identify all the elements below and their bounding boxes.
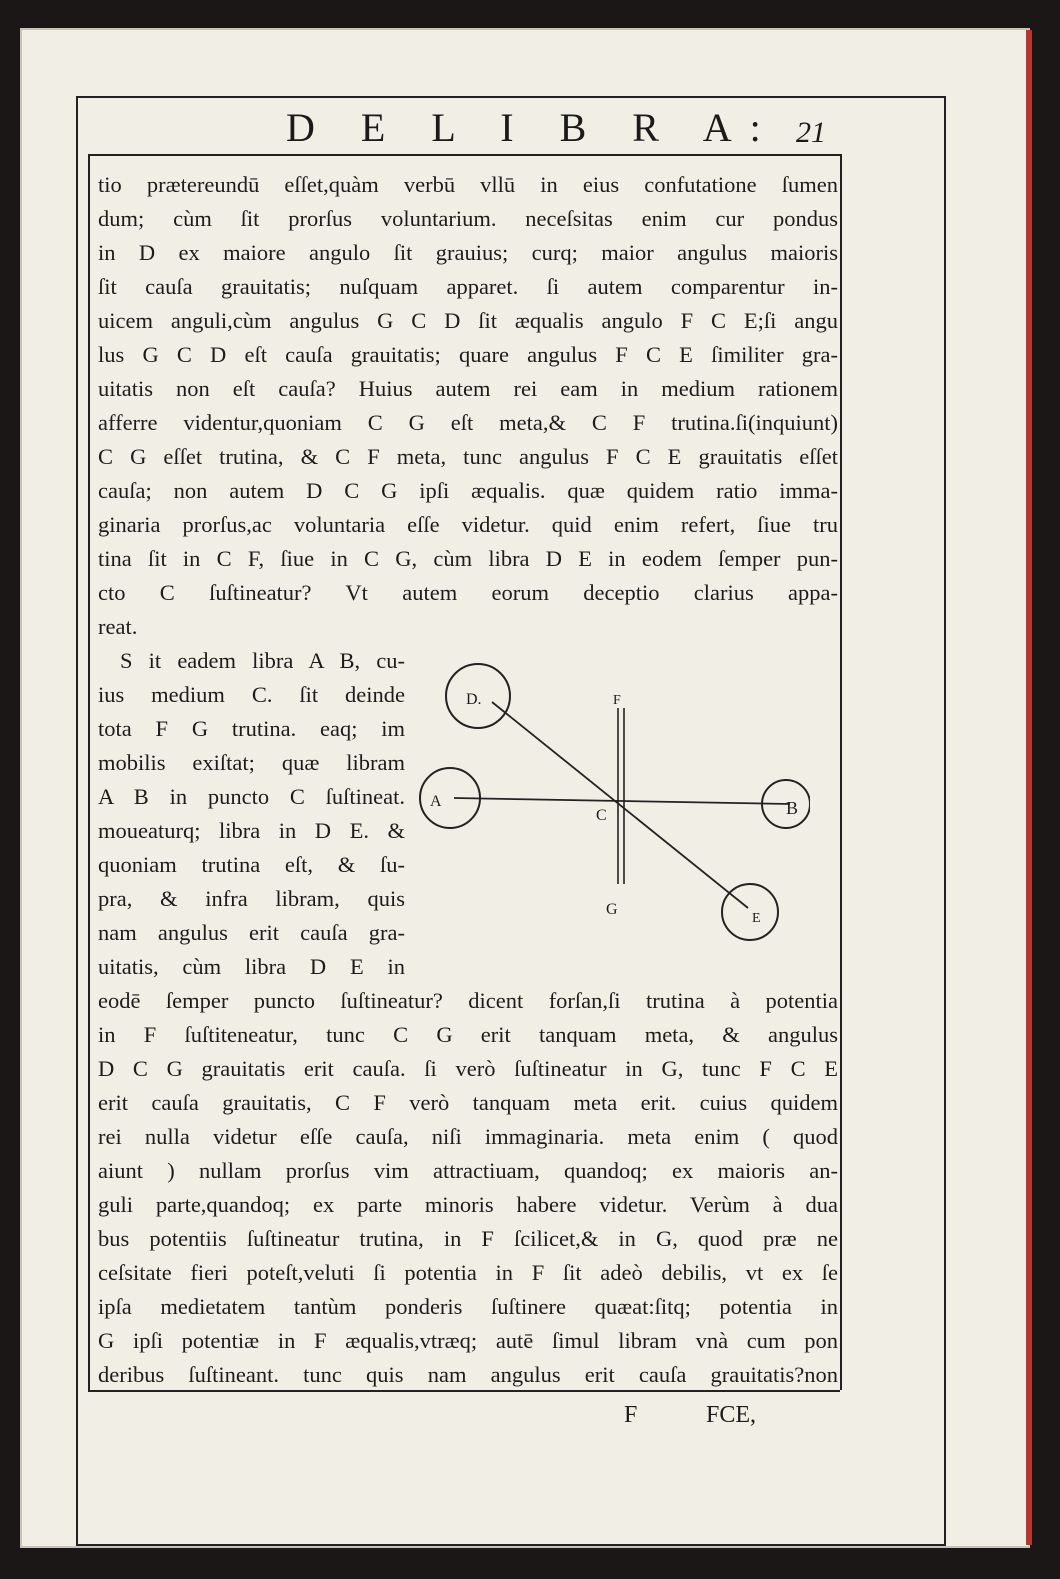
text-line: cauſa; non autem D C G ipſi æqualis. quæ quidem ratio imma- <box>98 478 838 503</box>
text-line: tota F G trutina. eaq; im <box>98 716 405 741</box>
label-g: G <box>606 901 618 918</box>
text-line: rei nulla videtur eſſe cauſa, niſi immaginaria. meta enim ( quod <box>98 1124 838 1149</box>
label-d: D. <box>466 691 482 708</box>
text-line: ſit cauſa grauitatis; nuſquam apparet. ſi autem comparentur in- <box>98 274 838 299</box>
text-line: deribus ſuſtineant. tunc quis nam angulus erit cauſa grauitatis?non <box>98 1362 838 1387</box>
text-line: S it eadem libra A B, cu- <box>120 648 405 673</box>
balance-line-ab <box>454 798 790 804</box>
text-line: tio prætereundū eſſet,quàm verbū vllū in eius confutatione ſumen <box>98 172 838 197</box>
signature-mark: F <box>624 1402 638 1428</box>
text-line: moueaturq; libra in D E. & <box>98 818 405 843</box>
text-line: ginaria prorſus,ac voluntaria eſſe videtur. quid enim refert, ſiue tru <box>98 512 838 537</box>
label-c: C <box>596 807 607 824</box>
running-title: D E L I B R A: <box>286 105 779 150</box>
label-e: E <box>752 911 761 926</box>
left-rule <box>88 154 90 1390</box>
balance-line-de <box>492 702 748 908</box>
text-line: ceſsitate fieri poteſt,veluti ſi potentia in F ſit adeò debilis, vt ex ſe <box>98 1260 838 1285</box>
text-line: tina ſit in C F, ſiue in C G, cùm libra D E in eodem ſemper pun- <box>98 546 838 571</box>
label-f: F <box>613 693 621 708</box>
text-line: A B in puncto C ſuſtineat. <box>98 784 405 809</box>
text-line: uitatis non eſt cauſa? Huius autem rei eam in medium rationem <box>98 376 838 401</box>
text-line: ius medium C. ſit deinde <box>98 682 405 707</box>
text-line: dum; cùm ſit prorſus voluntarium. neceſsitas enim cur pondus <box>98 206 838 231</box>
text-line: nam angulus erit cauſa gra- <box>98 920 405 945</box>
text-line: mobilis exiſtat; quæ libram <box>98 750 405 775</box>
top-rule <box>88 154 840 156</box>
text-line: afferre videntur,quoniam C G eſt meta,& C F trutina.ſi(inquiunt) <box>98 410 838 435</box>
label-b: B <box>786 798 799 818</box>
text-line: ipſa medietatem tantùm ponderis ſuſtinere quæat:ſitq; potentia in <box>98 1294 838 1319</box>
text-line: quoniam trutina eſt, & ſu- <box>98 852 405 877</box>
text-line: reat. <box>98 614 138 639</box>
label-a: A <box>430 793 442 810</box>
text-line: pra, & infra libram, quis <box>98 886 405 911</box>
text-line: lus G C D eſt cauſa grauitatis; quare angulus F C E ſimiliter gra- <box>98 342 838 367</box>
text-line: in F ſuſtiteneatur, tunc C G erit tanquam meta, & angulus <box>98 1022 838 1047</box>
weight-circle-e <box>722 884 778 940</box>
text-line: uicem anguli,cùm angulus G C D ſit æqualis angulo F C E;ſi angu <box>98 308 838 333</box>
page-edge <box>1026 30 1032 1545</box>
page-number: 21 <box>796 116 826 149</box>
text-line: C G eſſet trutina, & C F meta, tunc angulus F C E grauitatis eſſet <box>98 444 838 469</box>
right-rule <box>840 154 842 1390</box>
balance-diagram <box>410 660 810 960</box>
text-line: erit cauſa grauitatis, C F verò tanquam meta erit. cuius quidem <box>98 1090 838 1115</box>
text-line: aiunt ) nullam prorſus vim attractiuam, quandoq; ex maioris an- <box>98 1158 838 1183</box>
text-line: bus potentiis ſuſtineatur trutina, in F ſcilicet,& in G, quod præ ne <box>98 1226 838 1251</box>
text-line: cto C ſuſtineatur? Vt autem eorum deceptio clarius appa- <box>98 580 838 605</box>
catchword: FCE, <box>706 1402 757 1428</box>
text-line: G ipſi potentiæ in F æqualis,vtræq; autē ſimul libram vnà cum pon <box>98 1328 838 1353</box>
text-line: eodē ſemper puncto ſuſtineatur? dicent forſan,ſi trutina à potentia <box>98 988 838 1013</box>
text-line: guli parte,quandoq; ex parte minoris habere videtur. Verùm à dua <box>98 1192 838 1217</box>
text-line: in D ex maiore angulo ſit grauius; curq; maior angulus maioris <box>98 240 838 265</box>
text-line: uitatis, cùm libra D E in <box>98 954 405 979</box>
text-line: D C G grauitatis erit cauſa. ſi verò ſuſtineatur in G, tunc F C E <box>98 1056 838 1081</box>
